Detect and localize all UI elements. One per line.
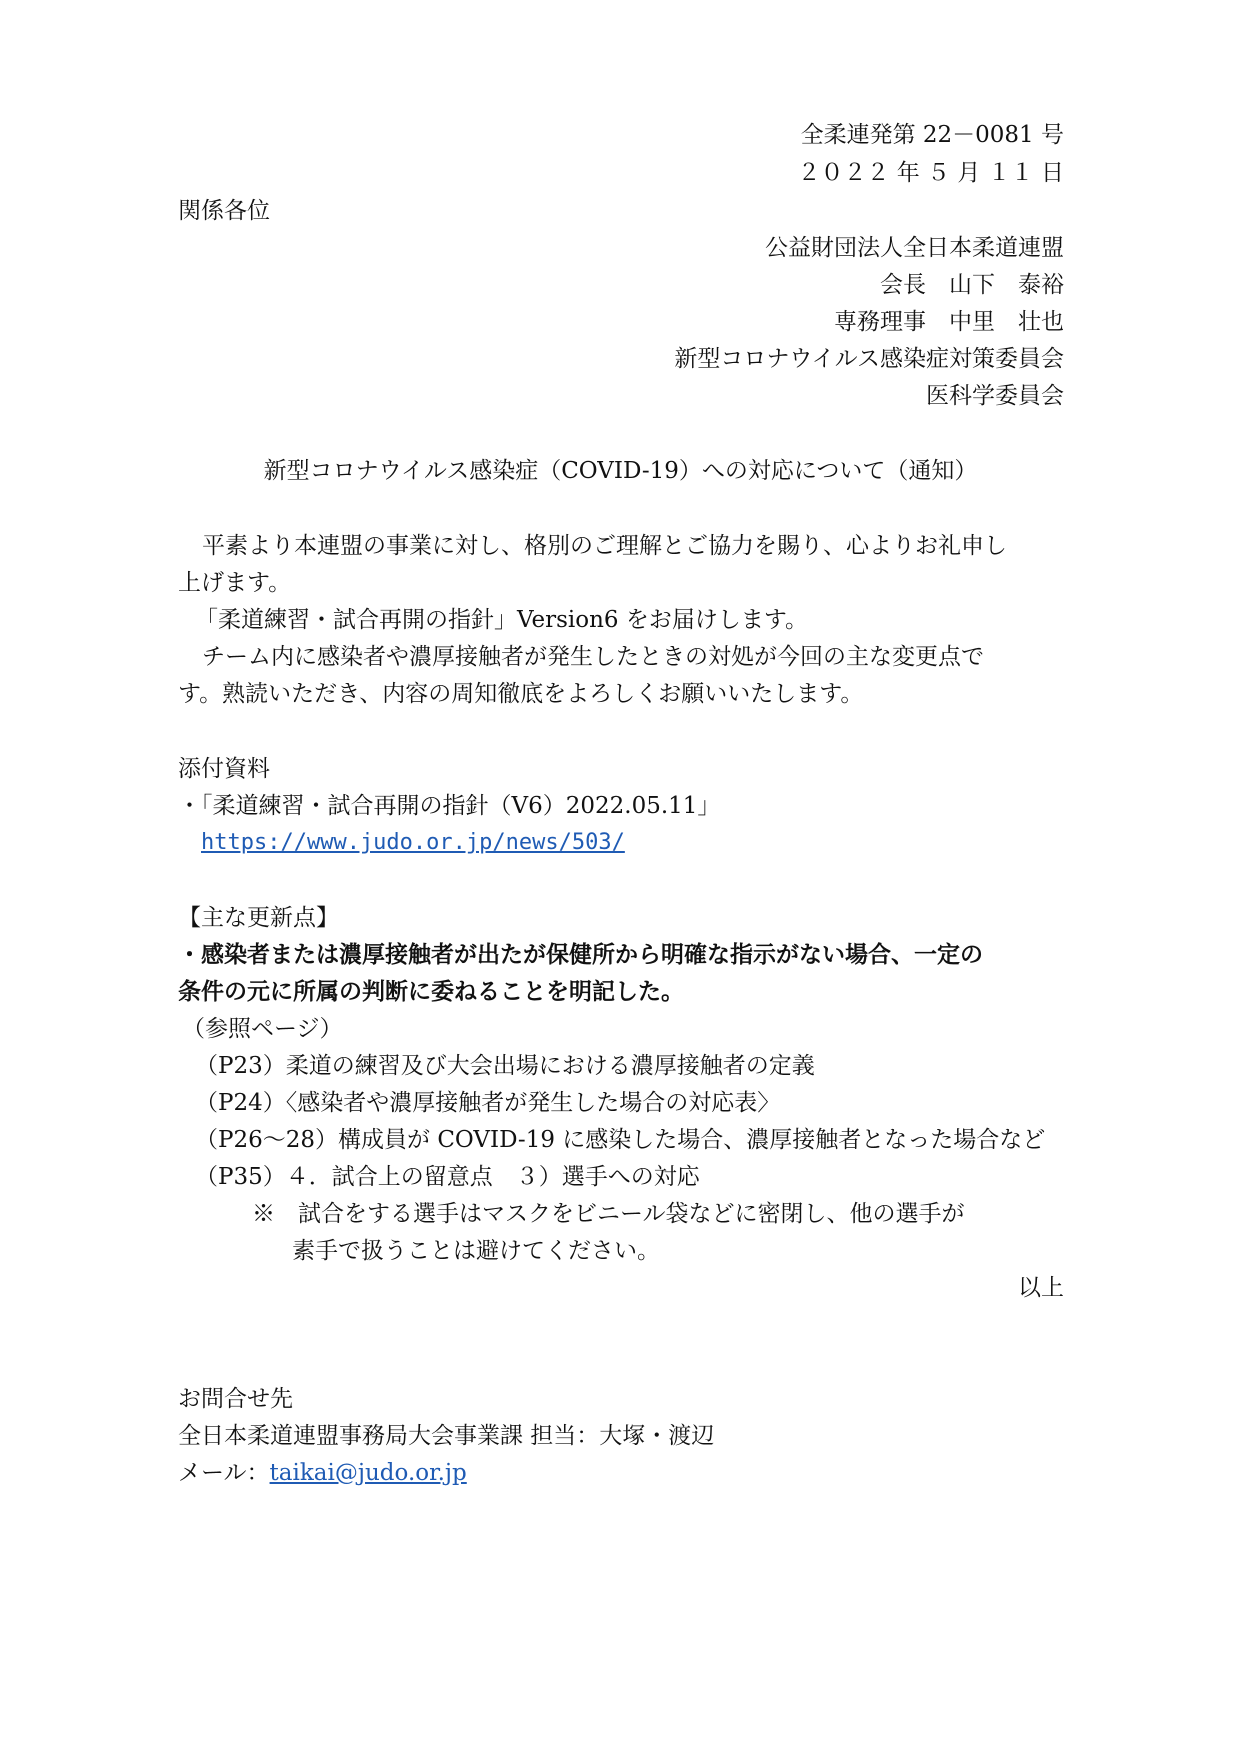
updates-heading: 【主な更新点】: [178, 905, 339, 931]
body-paragraph-2: 「柔道練習・試合再開の指針」Version6 をお届けします。: [195, 607, 809, 633]
sender-org: 公益財団法人全日本柔道連盟: [765, 235, 1064, 261]
updates-bold-line-2: 条件の元に所属の判断に委ねることを明記した。: [178, 979, 684, 1005]
body-paragraph-3-line-2: す。熟読いただき、内容の周知徹底をよろしくお願いいたします。: [178, 681, 864, 707]
contact-heading: お問合せ先: [178, 1386, 293, 1412]
contact-office: 全日本柔道連盟事務局大会事業課 担当：大塚・渡辺: [178, 1423, 715, 1449]
reference-heading: （参照ページ）: [182, 1016, 343, 1042]
attachment-url-link[interactable]: https://www.judo.or.jp/news/503/: [201, 830, 625, 855]
reference-item: （P23）柔道の練習及び大会出場における濃厚接触者の定義: [195, 1053, 815, 1079]
note-line-1: ※ 試合をする選手はマスクをビニール袋などに密閉し、他の選手が: [252, 1201, 965, 1227]
sender-director: 専務理事 中里 壮也: [834, 309, 1064, 335]
updates-bold-line-1: ・感染者または濃厚接触者が出たが保健所から明確な指示がない場合、一定の: [178, 942, 983, 968]
attachments-heading: 添付資料: [178, 756, 270, 782]
body-paragraph-1-line-1: 平素より本連盟の事業に対し、格別のご理解とご協力を賜り、心よりお礼申し: [202, 533, 1007, 559]
sender-president: 会長 山下 泰裕: [880, 272, 1064, 298]
doc-date: ２０２２ 年 ５ 月 １１ 日: [797, 160, 1064, 186]
body-paragraph-1-line-2: 上げます。: [178, 570, 292, 596]
body-paragraph-3-line-1: チーム内に感染者や濃厚接触者が発生したときの対処が今回の主な変更点で: [202, 644, 984, 670]
attachment-url-wrap: [201, 830, 625, 856]
sender-committee-covid: 新型コロナウイルス感染症対策委員会: [674, 346, 1064, 372]
note-line-2: 素手で扱うことは避けてください。: [292, 1238, 660, 1264]
reference-item: （P26～28）構成員が COVID-19 に感染した場合、濃厚接触者となった場合など: [195, 1127, 1046, 1153]
doc-number: 全柔連発第 22－0081 号: [800, 122, 1064, 148]
sender-committee-medical: 医科学委員会: [926, 383, 1064, 409]
contact-mail-line: [178, 1460, 467, 1488]
closing-text: 以上: [1018, 1275, 1064, 1301]
addressee: 関係各位: [178, 198, 270, 224]
reference-item: （P24）〈感染者や濃厚接触者が発生した場合の対応表〉: [195, 1090, 781, 1116]
reference-item: （P35）４．試合上の留意点 ３）選手への対応: [195, 1164, 700, 1190]
attachment-item: ・「柔道練習・試合再開の指針（V6）2022.05.11」: [178, 793, 721, 819]
contact-mail-label: メール：: [178, 1460, 270, 1486]
document-title: 新型コロナウイルス感染症（COVID-19）への対応について（通知）: [263, 458, 978, 484]
contact-email-link[interactable]: taikai@judo.or.jp: [269, 1460, 467, 1486]
